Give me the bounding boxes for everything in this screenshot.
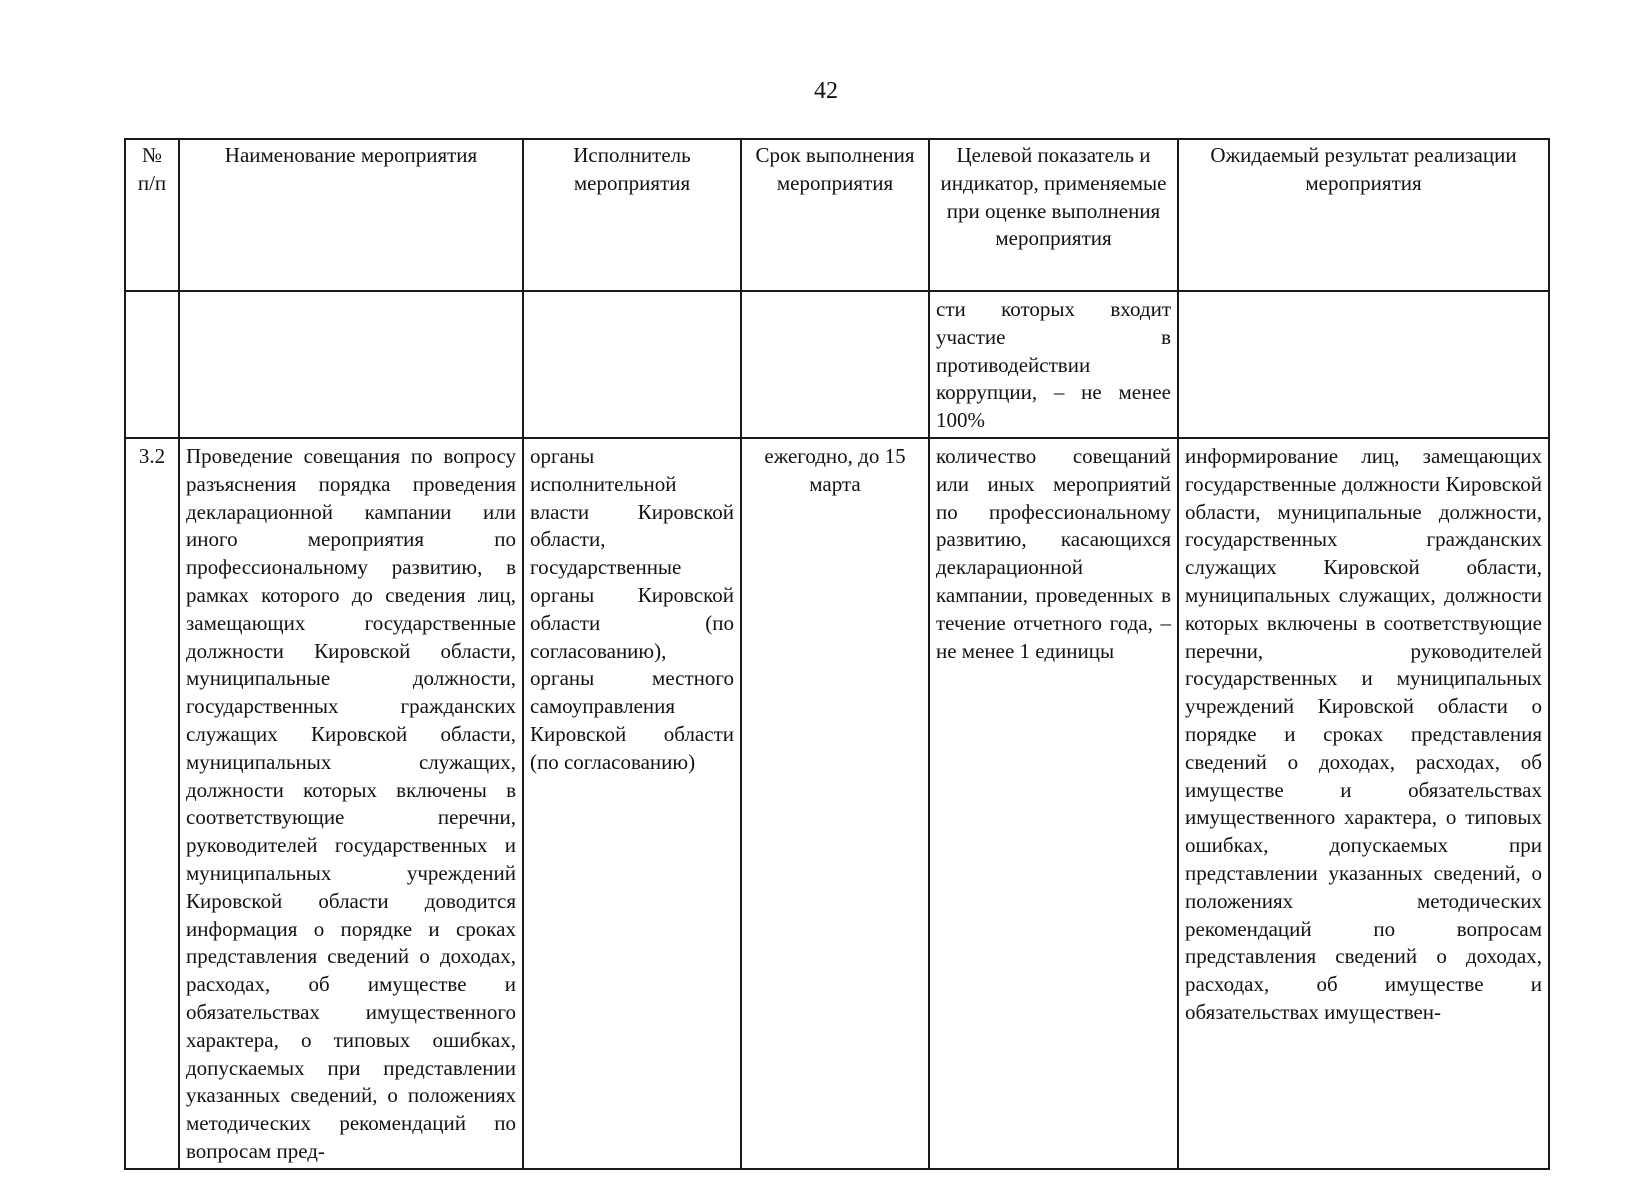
cell-indicator: количество совещаний или иных мероприятий по профессиональному развитию, касающихся декларационной кампании, проведенных в течение отчетного года, – не менее 1 единицы [929,438,1178,1169]
header-executor: Исполнитель мероприятия [523,139,741,291]
cell-result: информирование лиц, замещающих государственные должности Кировской области, муниципальные должности, государственных гражданских служащих Кировской области, муниципальных служащих, должности которых включены в соответствующие перечни, руководителей государственных и муниципальных учреждений Кировской области о порядке и сроках представления сведений о доходах, расходах, об имуществе и обязательствах имущественного характера, о типовых ошибках, допускаемых при представлении указанных сведений, о положениях методических рекомендаций по вопросам представления сведений о доходах, расходах, об имуществе и обязательствах имуществен- [1178,438,1549,1169]
cell-executor [523,291,741,438]
header-indicator: Целевой показатель и индикатор, применяемые при оценке выполнения мероприятия [929,139,1178,291]
header-name: Наименование мероприятия [179,139,523,291]
cell-indicator: сти которых входит участие в противодействии коррупции, – не менее 100% [929,291,1178,438]
header-num: № п/п [125,139,179,291]
table-row-continuation [125,291,1549,438]
page-number: 42 [814,78,838,104]
cell-num: 3.2 [125,438,179,1169]
cell-result [1178,291,1549,438]
table-header-row [125,139,1549,291]
cell-name: Проведение совещания по вопросу разъяснения порядка проведения декларационной кампании или иного мероприятия по профессиональному развитию, в рамках которого до сведения лиц, замещающих государственные должности Кировской области, муниципальные должности, государственных гражданских служащих Кировской области, муниципальных служащих, должности которых включены в соответствующие перечни, руководителей государственных и муниципальных учреждений Кировской области доводится информация о порядке и сроках представления сведений о доходах, расходах, об имуществе и обязательствах имущественного характера, о типовых ошибках, допускаемых при представлении указанных сведений, о положениях методических рекомендаций по вопросам пред- [179,438,523,1169]
cell-name [179,291,523,438]
header-deadline: Срок выполнения мероприятия [741,139,929,291]
cell-executor: органы исполнительной власти Кировской области, государственные органы Кировской области (по согласованию), органы местного самоуправления Кировской области (по согласованию) [523,438,741,1169]
activities-table [124,138,1550,1170]
cell-deadline [741,291,929,438]
header-result: Ожидаемый результат реализации мероприятия [1178,139,1549,291]
cell-deadline: ежегодно, до 15 марта [741,438,929,1169]
table-row-3-2 [125,438,1549,1169]
cell-num [125,291,179,438]
